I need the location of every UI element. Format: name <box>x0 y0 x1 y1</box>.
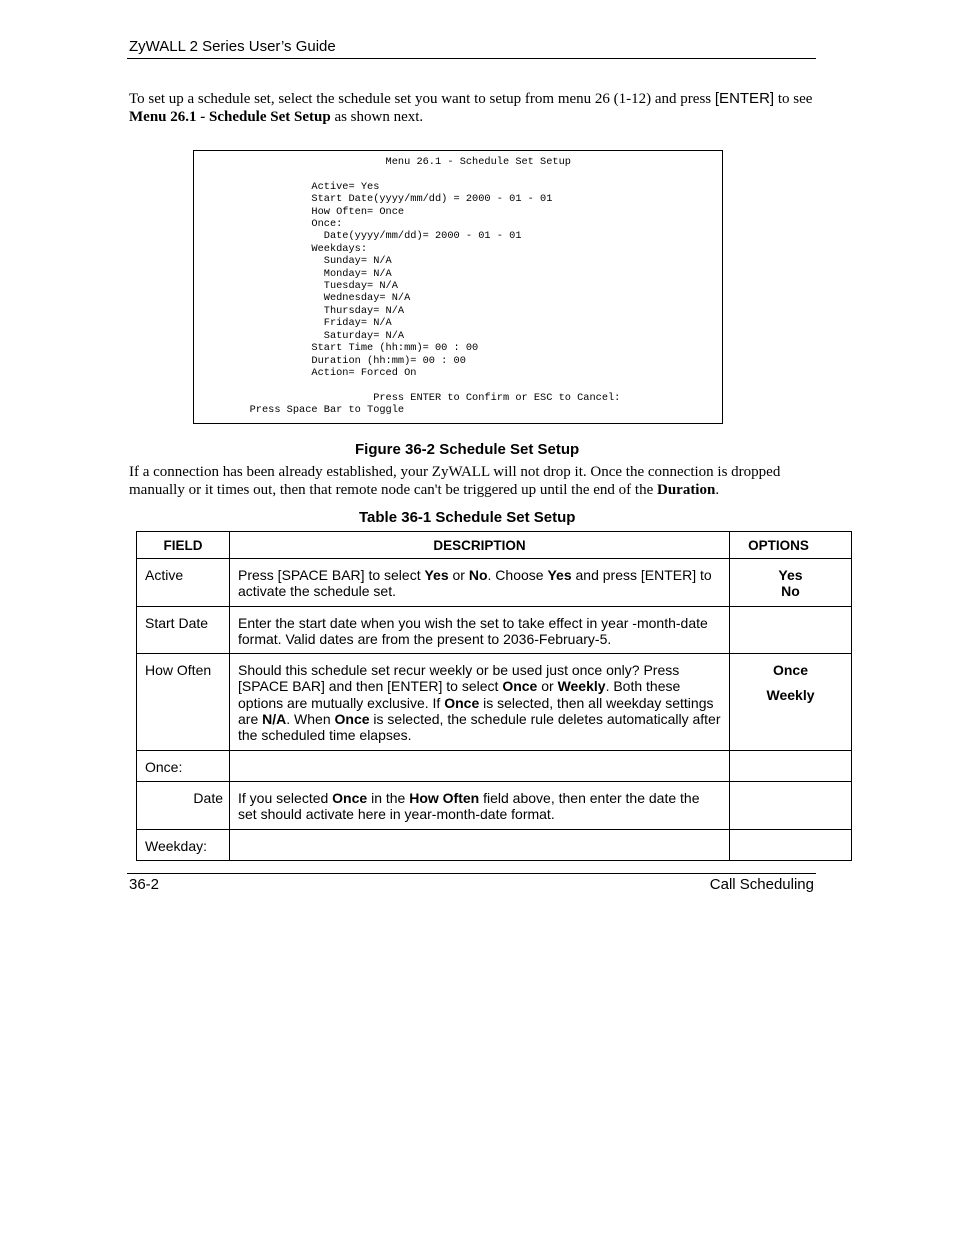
terminal-line: Active= Yes <box>194 180 380 193</box>
table-caption: Table 36-1 Schedule Set Setup <box>359 509 576 526</box>
description-keyword: No <box>468 567 488 583</box>
intro-text-3: as shown next. <box>330 109 424 125</box>
table-row <box>137 654 852 750</box>
options-column-header <box>730 532 852 559</box>
terminal-line: How Often= Once <box>194 205 405 218</box>
terminal-line: Friday= N/A <box>194 317 392 330</box>
page-number: 36-2 <box>129 876 160 893</box>
terminal-line: Action= Forced On <box>194 366 417 379</box>
duration-paragraph <box>129 463 819 499</box>
intro-paragraph <box>129 90 819 126</box>
description-keyword: Weekly <box>557 678 606 695</box>
table-row <box>137 606 852 654</box>
description-text: is selected, the schedule rule deletes automatically after the scheduled time elapses. <box>238 711 721 744</box>
description-text: . Choose <box>487 567 548 583</box>
description-cell <box>230 781 730 829</box>
field-cell: Active <box>137 559 230 607</box>
table-row <box>137 750 852 781</box>
description-text: is selected, then all weekday settings are <box>238 694 714 728</box>
options-cell <box>730 750 852 781</box>
description-text: in the <box>367 789 410 806</box>
field-cell: How Often <box>137 654 230 750</box>
description-cell <box>230 829 730 860</box>
description-keyword: How Often <box>409 789 480 806</box>
options-cell <box>730 829 852 860</box>
terminal-line: Tuesday= N/A <box>194 280 398 293</box>
terminal-line: Start Time (hh:mm)= 00 : 00 <box>194 342 479 355</box>
field-cell: Once: <box>137 750 230 781</box>
description-keyword: Once <box>332 789 368 806</box>
description-text: Should this schedule set recur weekly or be used just once only? Press [SPACE BAR] and then [ENTER] to select <box>238 662 680 695</box>
footer-divider <box>127 873 816 874</box>
terminal-line: Press ENTER to Confirm or ESC to Cancel: <box>194 391 621 404</box>
table-row <box>137 829 852 860</box>
terminal-line: Menu 26.1 - Schedule Set Setup <box>194 156 571 168</box>
table-header-row <box>137 532 852 559</box>
figure-caption: Figure 36-2 Schedule Set Setup <box>355 441 580 458</box>
terminal-line: Duration (hh:mm)= 00 : 00 <box>194 354 466 367</box>
description-keyword: Once <box>444 694 480 711</box>
description-keyword: Yes <box>547 567 572 583</box>
table-body <box>137 559 852 861</box>
description-cell <box>230 654 730 750</box>
option-value: Weekly <box>766 687 815 704</box>
description-text: Press [SPACE BAR] to select <box>238 567 425 583</box>
options-cell <box>730 606 852 654</box>
description-text: . Both these options are mutually exclusive. If <box>238 678 681 711</box>
terminal-line: Wednesday= N/A <box>194 292 411 305</box>
intro-text-1: To set up a schedule set, select the schedule set you want to setup from menu 26 (1-12) and press <box>129 91 715 107</box>
header-divider <box>127 58 816 59</box>
intro-text-2: to see <box>774 91 813 107</box>
field-cell: Date <box>137 781 230 829</box>
menu-reference: Menu 26.1 - Schedule Set Setup <box>129 109 331 125</box>
options-cell <box>730 781 852 829</box>
description-cell <box>230 750 730 781</box>
description-cell <box>230 606 730 654</box>
field-cell: Weekday: <box>137 829 230 860</box>
table-row <box>137 781 852 829</box>
description-keyword: Once <box>502 678 538 695</box>
terminal-text <box>194 156 620 417</box>
description-keyword: N/A <box>262 711 287 728</box>
description-text: . When <box>286 711 335 728</box>
table-row <box>137 559 852 607</box>
terminal-line: Start Date(yyyy/mm/dd) = 2000 - 01 - 01 <box>194 193 553 206</box>
running-header: ZyWALL 2 Series User’s Guide <box>129 38 336 55</box>
option-value: No <box>781 583 800 600</box>
schedule-set-field-table <box>136 531 852 861</box>
description-text: or <box>448 567 469 583</box>
terminal-line: Date(yyyy/mm/dd)= 2000 - 01 - 01 <box>194 230 522 243</box>
description-text: Enter the start date when you wish the set to take effect in year -month-date format. Valid dates are from the present to 2036-February-5. <box>238 614 708 647</box>
options-cell <box>730 654 852 750</box>
terminal-line: Saturday= N/A <box>194 329 405 342</box>
terminal-line: Weekdays: <box>194 242 368 255</box>
terminal-line: Press Space Bar to Toggle <box>194 404 405 417</box>
description-keyword: Yes <box>424 567 449 583</box>
duration-end: . <box>715 482 720 498</box>
terminal-screen-figure <box>193 150 723 424</box>
option-value: Yes <box>778 567 803 583</box>
description-text: If you selected <box>238 789 333 806</box>
field-cell: Start Date <box>137 606 230 654</box>
enter-key-label: [ENTER] <box>714 90 775 107</box>
section-name: Call Scheduling <box>709 876 814 893</box>
description-cell <box>230 559 730 607</box>
description-text: field above, then enter the date the set should activate here in year-month-date format. <box>238 789 700 823</box>
description-text: or <box>537 678 558 695</box>
description-text: and press [ENTER] to activate the schedule set. <box>238 567 712 600</box>
duration-text: If a connection has been already established, your ZyWALL will not drop it. Once the connection is dropped manually or it times out, then that remote node can't be triggered up until the end of the <box>129 464 781 498</box>
terminal-line: Sunday= N/A <box>194 255 392 268</box>
description-keyword: Once <box>334 711 370 728</box>
options-header-label: OPTIONS <box>748 537 809 553</box>
duration-term: Duration <box>656 482 716 498</box>
terminal-line: Monday= N/A <box>194 267 392 280</box>
terminal-line: Thursday= N/A <box>194 304 405 317</box>
field-column-header: FIELD <box>137 532 230 559</box>
description-column-header: DESCRIPTION <box>230 532 730 559</box>
options-cell <box>730 559 852 607</box>
terminal-line: Once: <box>194 218 343 231</box>
option-value: Once <box>772 662 808 679</box>
